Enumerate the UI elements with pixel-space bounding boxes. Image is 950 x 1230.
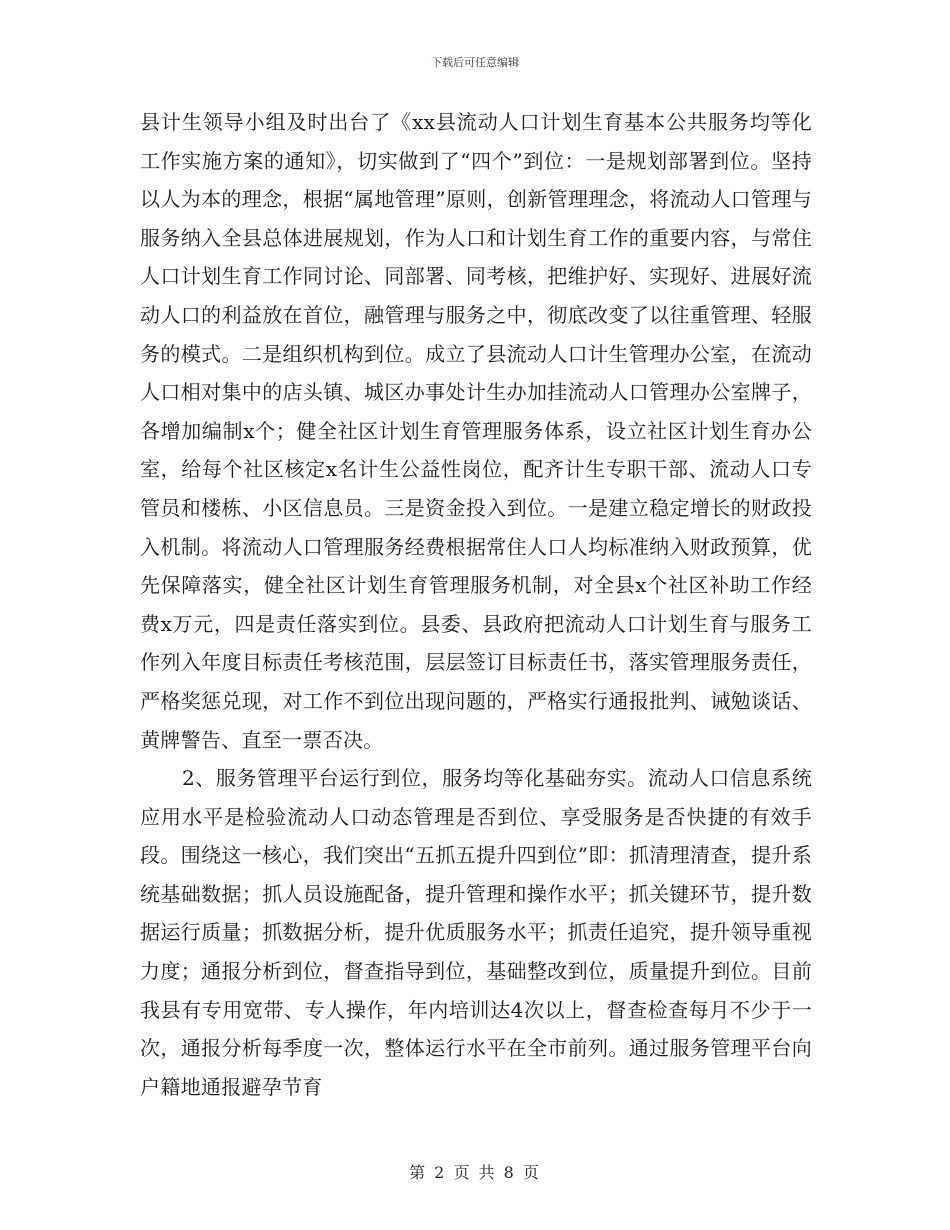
document-body — [140, 103, 812, 1106]
body-paragraph-2: 2、服务管理平台运行到位，服务均等化基础夯实。流动人口信息系统应用水平是检验流动人口动态管理是否到位、享受服务是否快捷的有效手段。围绕这一核心，我们突出“五抓五提升四到位”即：抓清理清查，提升系统基础数据；抓人员设施配备，提升管理和操作水平；抓关键环节，提升数据运行质量；抓数据分析，提升优质服务水平；抓责任追究，提升领导重视力度；通报分析到位，督查指导到位，基础整改到位，质量提升到位。目前我县有专用宽带、专人操作，年内培训达4次以上，督查检查每月不少于一次，通报分析每季度一次，整体运行水平在全市前列。通过服务管理平台向户籍地通报避孕节育 — [140, 766, 812, 1099]
body-paragraph-1: 县计生领导小组及时出台了《xx县流动人口计划生育基本公共服务均等化工作实施方案的通知》，切实做到了“四个”到位：一是规划部署到位。坚持以人为本的理念，根据“属地管理”原则，创新管理理念，将流动人口管理与服务纳入全县总体进展规划，作为人口和计划生育工作的重要内容，与常住人口计划生育工作同讨论、同部署、同考核，把维护好、实现好、进展好流动人口的利益放在首位，融管理与服务之中，彻底改变了以往重管理、轻服务的模式。二是组织机构到位。成立了县流动人口计生管理办公室，在流动人口相对集中的店头镇、城区办事处计生办加挂流动人口管理办公室牌子，各增加编制x个；健全社区计划生育管理服务体系，设立社区计划生育办公室，给每个社区核定x名计生公益性岗位，配齐计生专职干部、流动人口专管员和楼栋、小区信息员。三是资金投入到位。一是建立稳定增长的财政投入机制。将流动人口管理服务经费根据常住人口人均标准纳入财政预算，优先保障落实，健全社区计划生育管理服务机制，对全县x个社区补助工作经费x万元，四是责任落实到位。县委、县政府把流动人口计划生育与服务工作列入年度目标责任考核范围，层层签订目标责任书，落实管理服务责任，严格奖惩兑现，对工作不到位出现问题的，严格实行通报批判、诫勉谈话、黄牌警告、直至一票否决。 — [140, 110, 812, 752]
page-number-footer: 第 2 页 共 8 页 — [409, 1163, 541, 1182]
page-header-note: 下载后可任意编辑 — [431, 56, 519, 69]
